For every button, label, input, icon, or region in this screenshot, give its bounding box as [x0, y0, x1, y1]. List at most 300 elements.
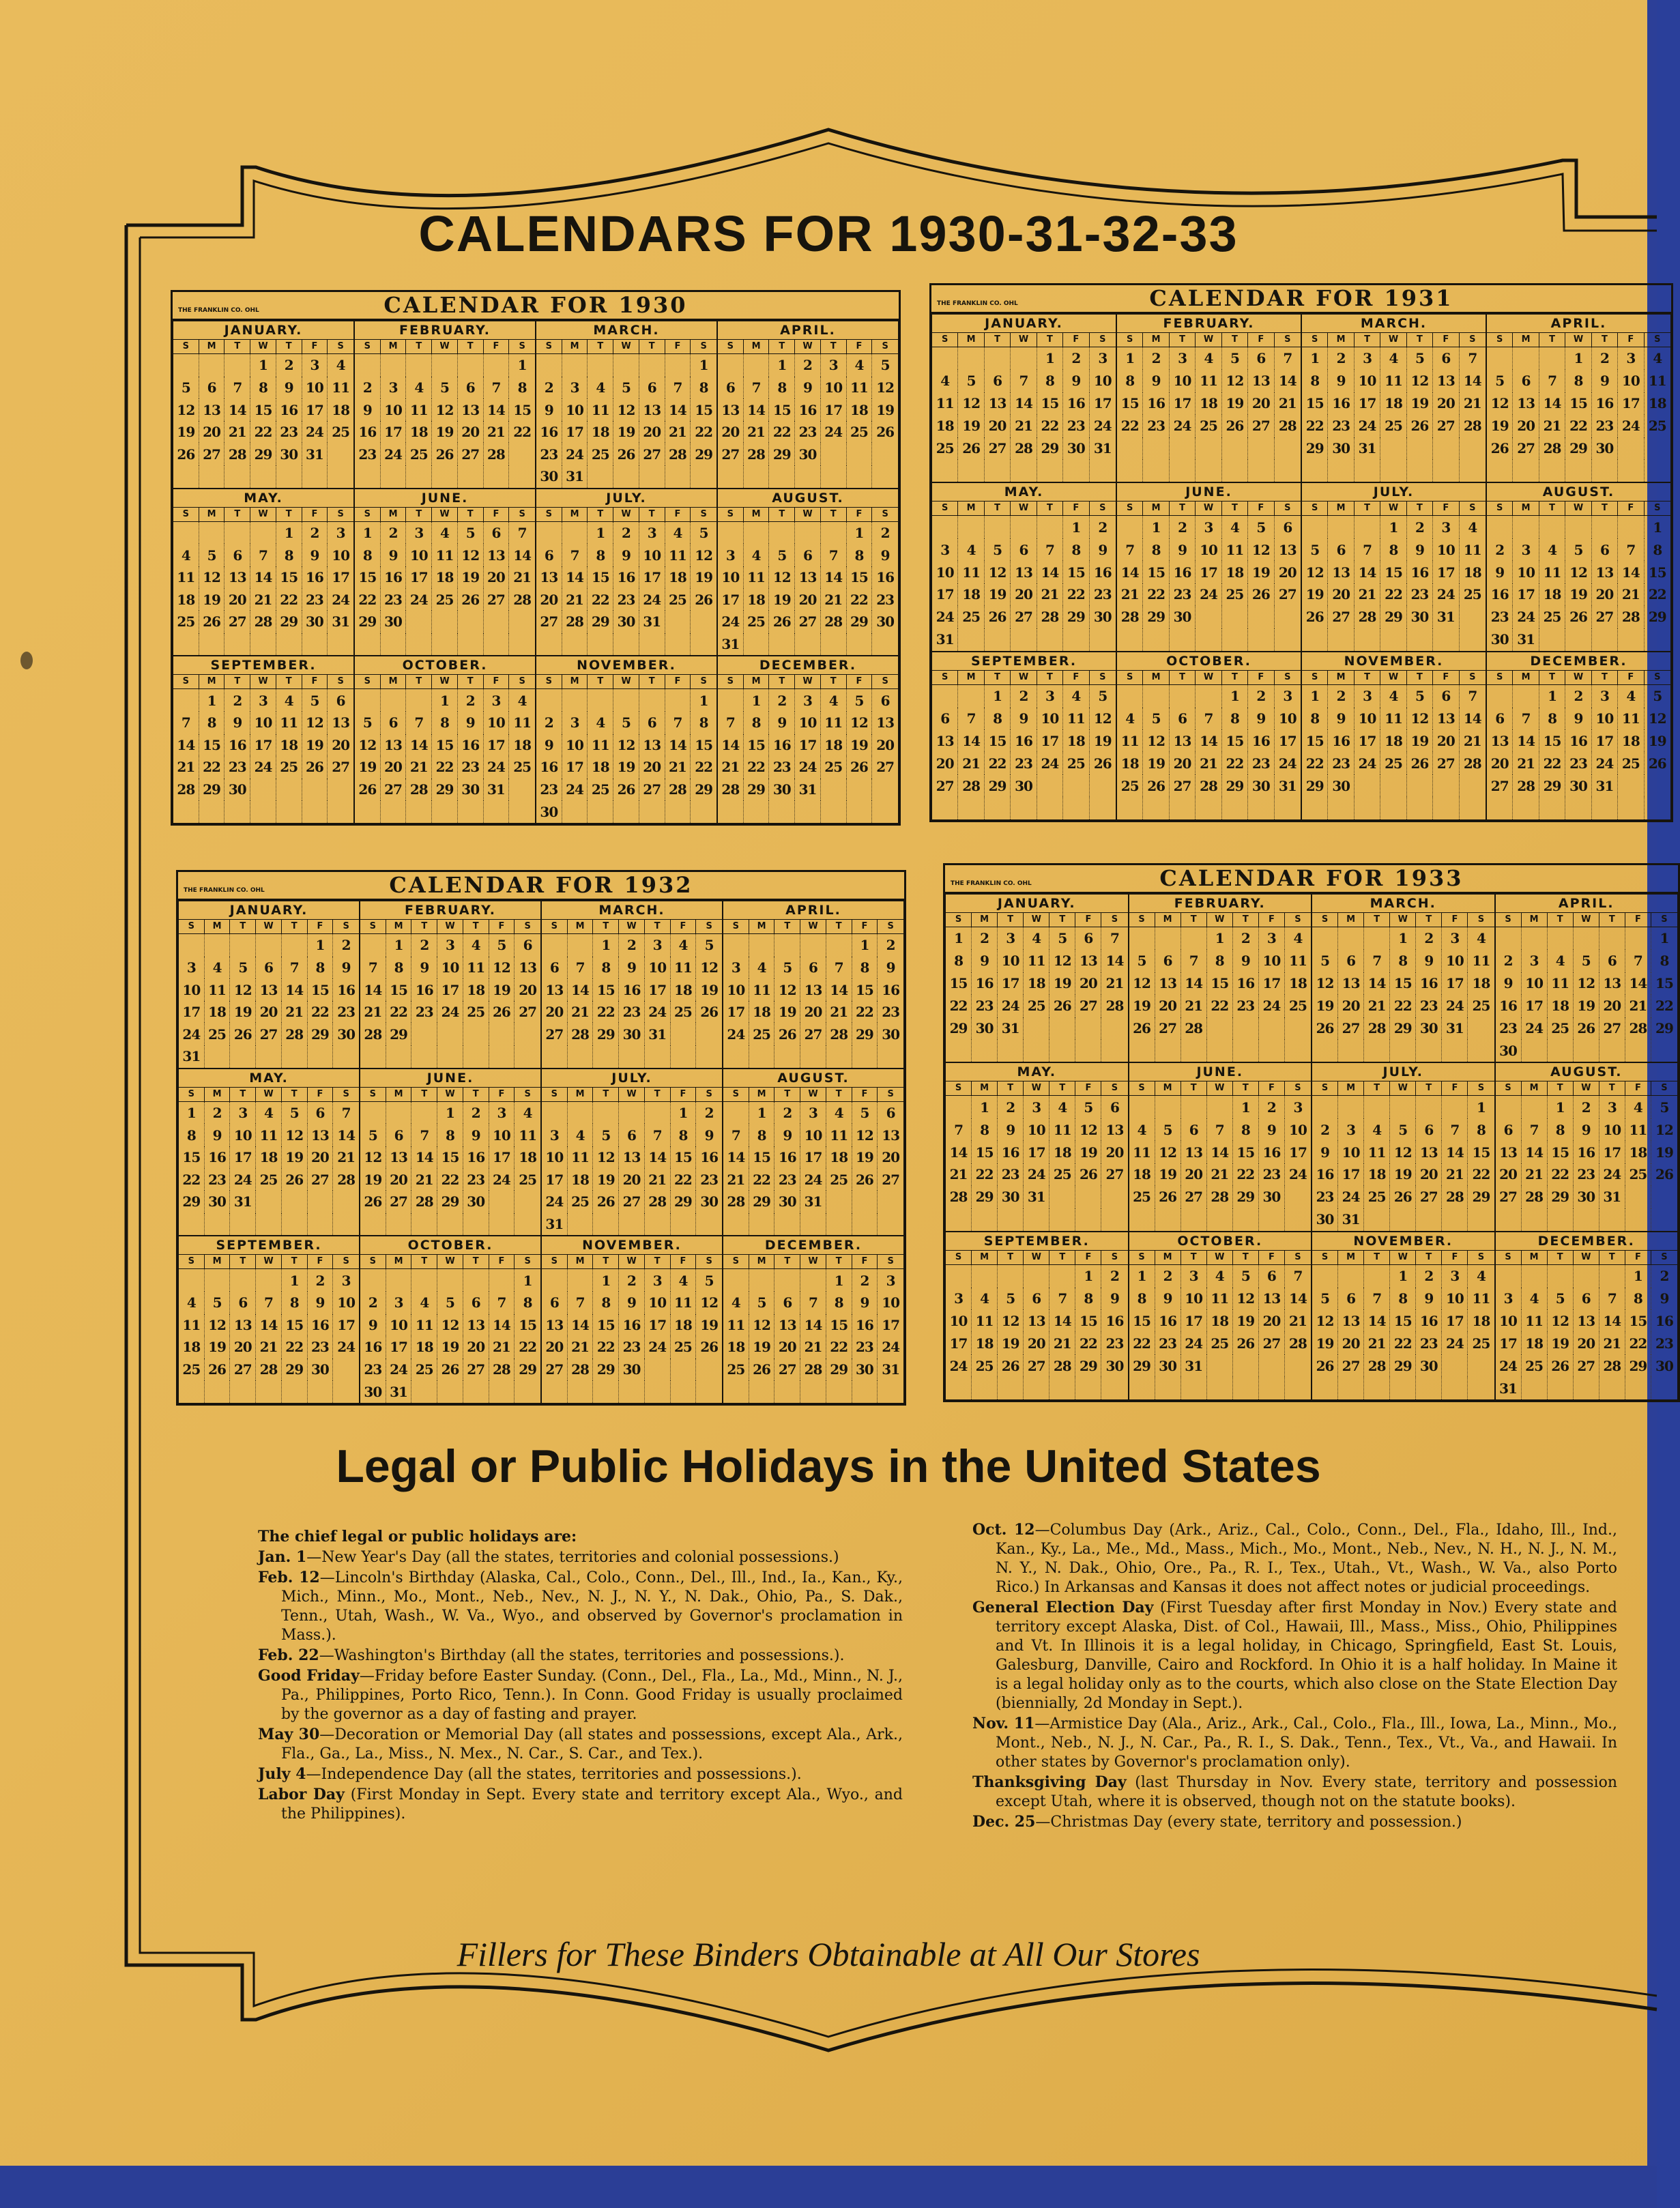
day-cell: 23 [1233, 995, 1259, 1017]
day-header: M [199, 340, 225, 353]
day-cell: 14 [1355, 561, 1380, 583]
day-cell: 9 [381, 544, 407, 566]
empty-cell [946, 1039, 972, 1062]
day-header: S [1294, 1251, 1301, 1262]
day-cell: 28 [489, 1359, 515, 1381]
empty-cell [821, 633, 847, 656]
holiday-text: (last Thursday in Nov. Every state, territory and possession except Utah, where it is observed, though not on the statute books). [996, 1774, 1617, 1810]
day-header: S [343, 1088, 349, 1099]
day-cell: 27 [1599, 1017, 1625, 1040]
day-header: T [1548, 1081, 1574, 1095]
empty-cell [199, 465, 225, 488]
day-grid [946, 1265, 1128, 1399]
empty-cell [1416, 1096, 1442, 1118]
empty-cell [1037, 459, 1063, 482]
day-cell: 8 [946, 950, 972, 972]
day-cell: 6 [800, 957, 826, 979]
day-cell: 1 [769, 354, 795, 377]
day-header-row [946, 1251, 1128, 1265]
day-cell: 9 [1155, 1288, 1181, 1310]
day-cell: 24 [723, 1023, 749, 1045]
day-cell: 14 [1513, 729, 1539, 752]
empty-cell [1129, 1096, 1155, 1118]
day-cell: 14 [1049, 1309, 1075, 1332]
day-header-row [173, 340, 353, 354]
day-cell: 7 [256, 1292, 282, 1314]
day-cell: 10 [645, 1292, 671, 1314]
empty-cell [1390, 1096, 1416, 1118]
empty-cell [536, 354, 562, 377]
day-header: F [1433, 671, 1459, 684]
day-cell: 18 [1129, 1163, 1155, 1186]
empty-cell [1063, 459, 1089, 482]
empty-cell [509, 779, 535, 801]
empty-cell [276, 779, 302, 801]
day-cell: 22 [1302, 415, 1328, 437]
month-may [931, 482, 1116, 651]
day-cell: 11 [1472, 953, 1490, 970]
day-header: T [774, 1255, 800, 1268]
empty-cell [1364, 1096, 1390, 1118]
holiday-label: Dec. 25 [972, 1813, 1036, 1831]
empty-cell [1117, 628, 1143, 651]
day-cell: 27 [639, 443, 665, 465]
day-cell: 9 [355, 398, 381, 421]
day-cell: 1 [1390, 927, 1416, 950]
empty-cell [1645, 628, 1670, 651]
day-cell: 11 [588, 734, 613, 757]
empty-cell [355, 465, 381, 488]
day-cell: 26 [1233, 1332, 1259, 1354]
day-header: T [645, 1255, 671, 1268]
day-cell: 29 [355, 611, 381, 633]
empty-cell [1513, 685, 1539, 708]
day-header: F [665, 675, 691, 688]
empty-cell [1574, 1039, 1599, 1062]
calendar-1931 [929, 283, 1673, 822]
day-cell: 6 [795, 544, 821, 566]
day-grid [542, 1102, 722, 1236]
empty-cell [1390, 1039, 1416, 1062]
day-header: F [671, 1255, 697, 1268]
day-cell: 29 [1390, 1354, 1416, 1377]
empty-cell [1496, 1265, 1522, 1288]
empty-cell [1101, 1208, 1127, 1231]
page-title: CALENDARS FOR 1930-31-32-33 [418, 205, 1239, 262]
day-cell: 21 [665, 756, 691, 779]
day-cell: 26 [1222, 415, 1248, 437]
day-cell: 17 [542, 1168, 568, 1191]
day-cell: 12 [1222, 370, 1248, 392]
day-cell: 1 [1129, 1265, 1155, 1288]
day-cell: 22 [847, 588, 873, 611]
day-cell: 8 [826, 1292, 852, 1314]
empty-cell [205, 1269, 231, 1292]
empty-cell [1302, 628, 1328, 651]
empty-cell [671, 1359, 697, 1381]
day-cell: 16 [1416, 1309, 1442, 1332]
day-cell: 13 [1433, 370, 1459, 392]
empty-cell [1548, 1208, 1574, 1231]
day-header: S [1284, 334, 1291, 345]
day-cell: 21 [1463, 395, 1481, 412]
empty-cell [972, 1039, 998, 1062]
day-cell: 2 [536, 377, 562, 399]
day-cell: 17 [645, 978, 671, 1001]
day-cell: 30 [1416, 1017, 1442, 1040]
day-cell: 24 [1278, 755, 1297, 772]
day-cell: 6 [619, 1124, 645, 1146]
day-cell: 13 [536, 566, 562, 589]
empty-cell [1024, 1039, 1049, 1062]
day-cell: 17 [1196, 561, 1221, 583]
day-cell: 12 [1248, 538, 1274, 561]
empty-cell [489, 1269, 515, 1292]
day-cell: 24 [645, 1001, 671, 1023]
day-header: W [1380, 671, 1406, 684]
day-cell: 10 [1259, 950, 1285, 972]
day-cell: 29 [1143, 606, 1169, 628]
day-header: T [406, 340, 432, 353]
day-cell: 13 [1487, 729, 1513, 752]
day-header: T [593, 1255, 619, 1268]
day-header: W [250, 508, 276, 521]
day-cell: 2 [463, 1102, 489, 1124]
month-january [178, 901, 360, 1069]
day-cell: 12 [1049, 950, 1075, 972]
day-header: T [1355, 671, 1380, 684]
day-cell: 2 [341, 937, 351, 954]
day-cell: 27 [308, 1168, 334, 1191]
day-cell: 27 [1496, 1186, 1522, 1208]
empty-cell [665, 800, 691, 823]
day-cell: 16 [463, 1146, 489, 1169]
day-cell: 17 [1513, 583, 1539, 606]
day-cell: 16 [1312, 1163, 1338, 1186]
day-cell: 1 [1660, 930, 1669, 947]
day-header-row [932, 333, 1116, 347]
day-header: M [1143, 671, 1169, 684]
day-header: T [998, 1251, 1024, 1264]
day-cell: 24 [484, 756, 510, 779]
day-cell: 25 [1196, 415, 1221, 437]
day-header: M [972, 913, 998, 927]
holidays-left-column [258, 1527, 903, 1825]
day-cell: 20 [1259, 1309, 1285, 1332]
day-cell: 30 [1328, 774, 1354, 797]
empty-cell [1548, 1265, 1574, 1288]
day-cell: 4 [276, 689, 302, 712]
day-header: T [225, 340, 250, 353]
empty-cell [744, 800, 770, 823]
day-cell: 18 [972, 1332, 998, 1354]
day-cell: 2 [1328, 685, 1354, 708]
day-cell: 28 [1625, 1017, 1651, 1040]
day-header: T [985, 502, 1011, 515]
day-cell: 8 [282, 1292, 308, 1314]
day-header-row [355, 675, 535, 689]
day-cell: 18 [276, 734, 302, 757]
day-cell: 20 [256, 1001, 282, 1023]
day-cell: 12 [458, 544, 484, 566]
empty-cell [1170, 685, 1196, 708]
empty-cell [1496, 927, 1522, 950]
day-cell: 1 [671, 1102, 697, 1124]
day-cell: 25 [847, 421, 873, 444]
day-header: M [1513, 502, 1539, 515]
day-cell: 13 [332, 714, 350, 731]
day-cell: 24 [718, 611, 744, 633]
day-header-row [536, 508, 716, 522]
day-cell: 10 [1496, 1309, 1522, 1332]
day-cell: 2 [1407, 516, 1433, 538]
day-cell: 30 [769, 779, 795, 801]
day-cell: 22 [276, 588, 302, 611]
day-cell: 30 [1093, 609, 1112, 626]
day-cell: 15 [1472, 1144, 1490, 1161]
empty-cell [406, 633, 432, 656]
day-cell: 3 [718, 544, 744, 566]
day-cell: 20 [332, 736, 350, 753]
day-cell: 6 [880, 692, 890, 709]
day-cell: 5 [173, 377, 199, 399]
day-cell: 7 [1355, 538, 1380, 561]
day-cell: 20 [1011, 583, 1037, 606]
day-header: T [463, 920, 489, 933]
day-header: S [542, 920, 568, 933]
day-grid [932, 347, 1116, 482]
day-cell: 15 [1207, 972, 1233, 995]
day-cell: 15 [1117, 392, 1143, 415]
day-cell: 29 [1063, 606, 1089, 628]
day-cell: 8 [1390, 1288, 1416, 1310]
day-cell: 11 [1063, 708, 1089, 730]
day-cell: 20 [882, 1149, 900, 1166]
empty-cell [972, 1208, 998, 1231]
day-cell: 8 [1565, 370, 1591, 392]
day-cell: 21 [513, 569, 532, 586]
day-cell: 23 [1011, 752, 1037, 774]
empty-cell [1129, 1208, 1155, 1231]
day-cell: 13 [484, 544, 510, 566]
empty-cell [225, 800, 250, 823]
empty-cell [381, 689, 407, 712]
day-cell: 21 [1207, 1163, 1233, 1186]
day-cell: 28 [484, 443, 510, 465]
day-cell: 3 [1024, 1096, 1049, 1118]
day-header: T [821, 675, 847, 688]
day-header: T [1181, 913, 1207, 927]
day-cell: 12 [1312, 1309, 1338, 1332]
day-header: S [1661, 914, 1668, 925]
day-cell: 22 [593, 1336, 619, 1359]
month-october [360, 1236, 541, 1404]
day-cell: 31 [800, 1191, 826, 1213]
day-header: S [343, 921, 349, 931]
day-cell: 27 [1024, 1354, 1049, 1377]
day-cell: 14 [1278, 373, 1297, 390]
empty-cell [1155, 927, 1181, 950]
empty-cell [437, 1269, 463, 1292]
empty-cell [1442, 1208, 1468, 1231]
empty-cell [972, 1377, 998, 1399]
day-cell: 30 [619, 1359, 645, 1381]
day-cell: 25 [749, 1023, 775, 1045]
empty-cell [489, 1023, 515, 1045]
empty-cell [333, 1191, 359, 1213]
day-cell: 23 [795, 421, 821, 444]
day-cell: 10 [381, 398, 407, 421]
day-header: F [489, 1255, 515, 1268]
empty-cell [1222, 606, 1248, 628]
day-cell: 16 [360, 1336, 386, 1359]
day-header: S [179, 920, 205, 933]
day-cell: 20 [1433, 729, 1459, 752]
day-cell: 21 [173, 756, 199, 779]
day-header: S [1284, 503, 1291, 514]
day-cell: 10 [489, 1124, 515, 1146]
day-header-row [1302, 333, 1486, 347]
empty-cell [230, 1213, 256, 1236]
day-cell: 5 [880, 357, 890, 374]
empty-cell [645, 1102, 671, 1124]
day-cell: 17 [645, 1314, 671, 1337]
day-cell: 19 [1155, 1163, 1181, 1186]
day-cell: 11 [1289, 953, 1307, 970]
day-cell: 13 [639, 734, 665, 757]
empty-cell [985, 516, 1011, 538]
empty-cell [1468, 1208, 1494, 1231]
day-cell: 24 [406, 588, 432, 611]
day-header: T [1592, 502, 1618, 515]
month-name: OCTOBER. [355, 656, 535, 675]
day-cell: 18 [821, 734, 847, 757]
month-name: MARCH. [536, 321, 716, 340]
day-cell: 8 [355, 544, 381, 566]
day-header: S [706, 1088, 712, 1099]
day-cell: 10 [562, 734, 588, 757]
empty-cell [613, 689, 639, 712]
day-cell: 5 [489, 934, 515, 957]
day-cell: 10 [1599, 1118, 1625, 1141]
day-cell: 12 [613, 734, 639, 757]
day-cell: 14 [1364, 1309, 1390, 1332]
empty-cell [282, 1213, 308, 1236]
day-cell: 18 [588, 421, 613, 444]
day-header: S [355, 675, 381, 688]
day-cell: 27 [1416, 1186, 1442, 1208]
empty-cell [1565, 459, 1591, 482]
empty-cell [1075, 1377, 1101, 1399]
day-cell: 31 [230, 1191, 256, 1213]
day-header: T [645, 920, 671, 933]
day-cell: 22 [1565, 415, 1591, 437]
day-cell: 23 [1328, 752, 1354, 774]
day-cell: 16 [458, 734, 484, 757]
empty-cell [1618, 516, 1644, 538]
day-cell: 25 [826, 1168, 852, 1191]
empty-cell [691, 633, 716, 656]
day-cell: 23 [337, 1004, 356, 1021]
day-header: M [381, 508, 407, 521]
day-cell: 25 [432, 588, 458, 611]
day-cell: 31 [1355, 437, 1380, 460]
day-header: S [337, 341, 344, 351]
day-header: W [1565, 333, 1591, 347]
day-header: W [613, 508, 639, 521]
day-cell: 25 [1648, 418, 1666, 435]
day-cell: 29 [1548, 1186, 1574, 1208]
day-cell: 9 [225, 712, 250, 734]
day-cell: 15 [593, 1314, 619, 1337]
day-cell: 18 [1380, 392, 1406, 415]
day-cell: 7 [1207, 1118, 1233, 1141]
day-cell: 10 [437, 957, 463, 979]
day-cell: 10 [1618, 370, 1644, 392]
day-cell: 11 [1539, 561, 1565, 583]
day-cell: 2 [1155, 1265, 1181, 1288]
day-cell: 10 [882, 1294, 900, 1311]
day-cell: 31 [645, 1023, 671, 1045]
day-header: F [308, 1255, 334, 1268]
day-cell: 13 [1181, 1141, 1207, 1163]
calendar-header [176, 870, 906, 899]
day-cell: 8 [1117, 370, 1143, 392]
day-cell: 5 [774, 957, 800, 979]
day-cell: 14 [173, 734, 199, 757]
day-cell: 30 [458, 779, 484, 801]
day-cell: 19 [302, 734, 328, 757]
day-grid [542, 934, 722, 1068]
day-cell: 19 [360, 1168, 386, 1191]
day-cell: 13 [256, 978, 282, 1001]
month-name: SEPTEMBER. [946, 1232, 1128, 1251]
holiday-label: Feb. 12 [258, 1569, 320, 1586]
day-cell: 5 [1075, 1096, 1101, 1118]
day-cell: 20 [542, 1336, 568, 1359]
day-cell: 3 [645, 1269, 671, 1292]
day-header: F [1625, 913, 1651, 927]
day-cell: 30 [1105, 1357, 1124, 1374]
empty-cell [411, 1045, 437, 1068]
empty-cell [639, 354, 665, 377]
day-header: S [718, 675, 744, 688]
day-cell: 3 [302, 354, 328, 377]
day-cell: 20 [639, 421, 665, 444]
day-cell: 26 [1648, 755, 1666, 772]
day-header: T [593, 920, 619, 933]
empty-cell [542, 934, 568, 957]
empty-cell [1364, 1039, 1390, 1062]
month-december [717, 656, 899, 824]
day-cell: 22 [852, 1001, 878, 1023]
day-header-row [723, 1255, 903, 1269]
empty-cell [1196, 797, 1221, 819]
empty-cell [542, 1102, 568, 1124]
empty-cell [1460, 774, 1486, 797]
day-cell: 23 [1248, 752, 1274, 774]
day-cell: 25 [1472, 1335, 1490, 1352]
day-cell: 12 [355, 734, 381, 757]
empty-cell [199, 633, 225, 656]
empty-cell [542, 1045, 568, 1068]
day-cell: 23 [774, 1168, 800, 1191]
day-cell: 2 [1233, 927, 1259, 950]
day-header: S [1312, 913, 1338, 927]
day-cell: 6 [1433, 685, 1459, 708]
day-cell: 26 [1548, 1354, 1574, 1377]
day-cell: 18 [671, 1314, 697, 1337]
